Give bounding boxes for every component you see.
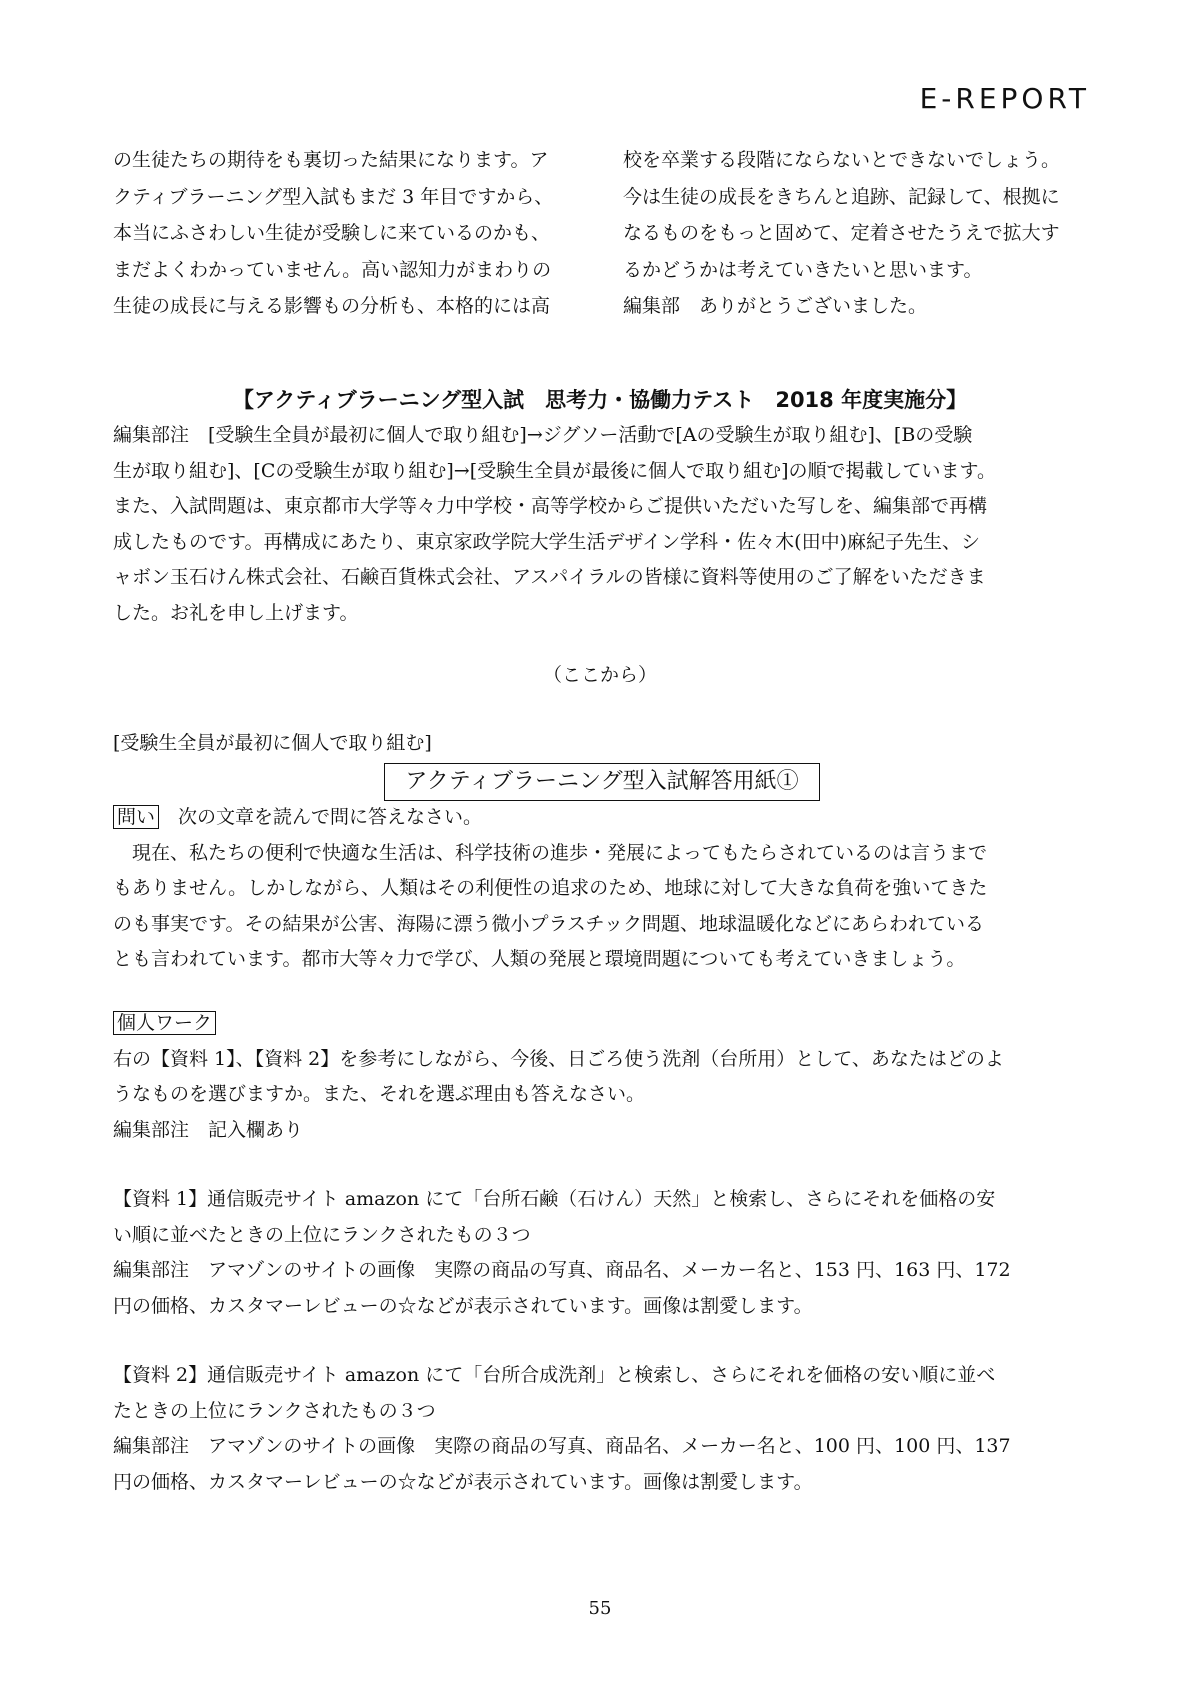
text-line: るかどうかは考えていきたいと思います。 — [623, 258, 983, 281]
individual-work-block — [113, 1006, 1103, 1148]
text-line: 本当にふさわしい生徒が受験しに来ているのかも、 — [113, 222, 551, 244]
right-column — [623, 142, 1093, 325]
text-line: 【資料 1】通信販売サイト amazon にて「台所石鹸（石けん）天然」と検索し、さらにそれを価格の安 — [113, 1188, 996, 1210]
two-column-text — [113, 142, 1093, 325]
individual-work-tag-line — [113, 1006, 1103, 1042]
text-line: まだよくわかっていません。高い認知力がまわりの — [113, 258, 552, 281]
question-instruction: 次の文章を読んで問に答えなさい。 — [178, 806, 483, 828]
text-line: 右の【資料 1】、【資料 2】を参考にしながら、今後、日ごろ使う洗剤（台所用）として、あなたはどのよ — [113, 1047, 1004, 1070]
editor-note — [113, 418, 1103, 631]
text-line: たときの上位にランクされたもの３つ — [113, 1399, 436, 1422]
text-line: ャボン玉石けん株式会社、石鹸百貨株式会社、アスパイラルの皆様に資料等使用のご了解をいただきま — [113, 566, 986, 588]
text-line: した。お礼を申し上げます。 — [113, 601, 359, 624]
individual-work-tag: 個人ワーク — [113, 1011, 216, 1035]
question-instruction-line — [113, 800, 1103, 836]
text-line: うなものを選びますか。また、それを選ぶ理由も答えなさい。 — [113, 1083, 646, 1105]
question-block — [113, 800, 1103, 978]
text-line: の生徒たちの期待をも裏切った結果になります。ア — [113, 149, 549, 171]
text-line: 校を卒業する段階にならないとできないでしょう。 — [623, 149, 1061, 171]
text-line: 生徒の成長に与える影響もの分析も、本格的には高 — [113, 295, 551, 317]
text-line: 編集部注 アマゾンのサイトの画像 実際の商品の写真、商品名、メーカー名と、100 円、100 円、137 — [113, 1435, 1011, 1457]
from-here-marker: （ここから） — [542, 664, 657, 686]
text-line: 編集部注 [受験生全員が最初に個人で取り組む]→ジグソー活動で[Aの受験生が取り組む]、[Bの受験 — [113, 424, 973, 446]
answer-sheet-title: アクティブラーニング型入試解答用紙① — [384, 763, 820, 801]
text-line: 編集部注 記入欄あり — [113, 1118, 304, 1141]
text-line: 成したものです。再構成にあたり、東京家政学院大学生活デザイン学科・佐々木(田中)麻紀子先生、シ — [113, 530, 980, 553]
text-line: なるものをもっと固めて、定着させたうえで拡大す — [623, 222, 1060, 244]
text-line: 編集部注 アマゾンのサイトの画像 実際の商品の写真、商品名、メーカー名と、153 円、163 円、172 — [113, 1259, 1011, 1281]
page-number: 55 — [588, 1598, 612, 1619]
text-line: 編集部 ありがとうございました。 — [623, 295, 928, 317]
text-line: 円の価格、カスタマーレビューの☆などが表示されています。画像は割愛します。 — [113, 1294, 813, 1317]
text-line: 円の価格、カスタマーレビューの☆などが表示されています。画像は割愛します。 — [113, 1470, 813, 1493]
left-column — [113, 142, 583, 325]
text-line: 今は生徒の成長をきちんと追跡、記録して、根拠に — [623, 185, 1060, 208]
text-line: また、入試問題は、東京都市大学等々力中学校・高等学校からご提供いただいた写しを、編集部で再構 — [113, 495, 988, 517]
text-line: クティブラーニング型入試もまだ 3 年目ですから、 — [113, 185, 554, 208]
material-2 — [113, 1358, 1103, 1500]
text-line: とも言われています。都市大等々力で学び、人類の発展と環境問題についても考えていきましょう。 — [113, 948, 966, 970]
text-line: 【資料 2】通信販売サイト amazon にて「台所合成洗剤」と検索し、さらにそれを価格の安い順に並べ — [113, 1364, 996, 1386]
section-title: 【アクティブラーニング型入試 思考力・協働力テスト 2018 年度実施分】 — [232, 388, 968, 412]
text-line: のも事実です。その結果が公害、海陽に漂う微小プラスチック問題、地球温暖化などにあらわれている — [113, 912, 984, 935]
part-label: [受験生全員が最初に個人で取り組む] — [113, 732, 432, 754]
text-line: 生が取り組む]、[Cの受験生が取り組む]→[受験生全員が最後に個人で取り組む]の順で掲載しています。 — [113, 459, 997, 482]
text-line: 現在、私たちの便利で快適な生活は、科学技術の進歩・発展によってもたらされているのは言うまで — [113, 841, 988, 864]
text-line: い順に並べたときの上位にランクされたもの３つ — [113, 1223, 531, 1246]
question-tag: 問い — [113, 805, 159, 829]
text-line: もありません。しかしながら、人類はその利便性の追求のため、地球に対して大きな負荷を強いてきた — [113, 877, 988, 899]
brand-header: E-REPORT — [919, 82, 1090, 115]
material-1 — [113, 1182, 1103, 1324]
